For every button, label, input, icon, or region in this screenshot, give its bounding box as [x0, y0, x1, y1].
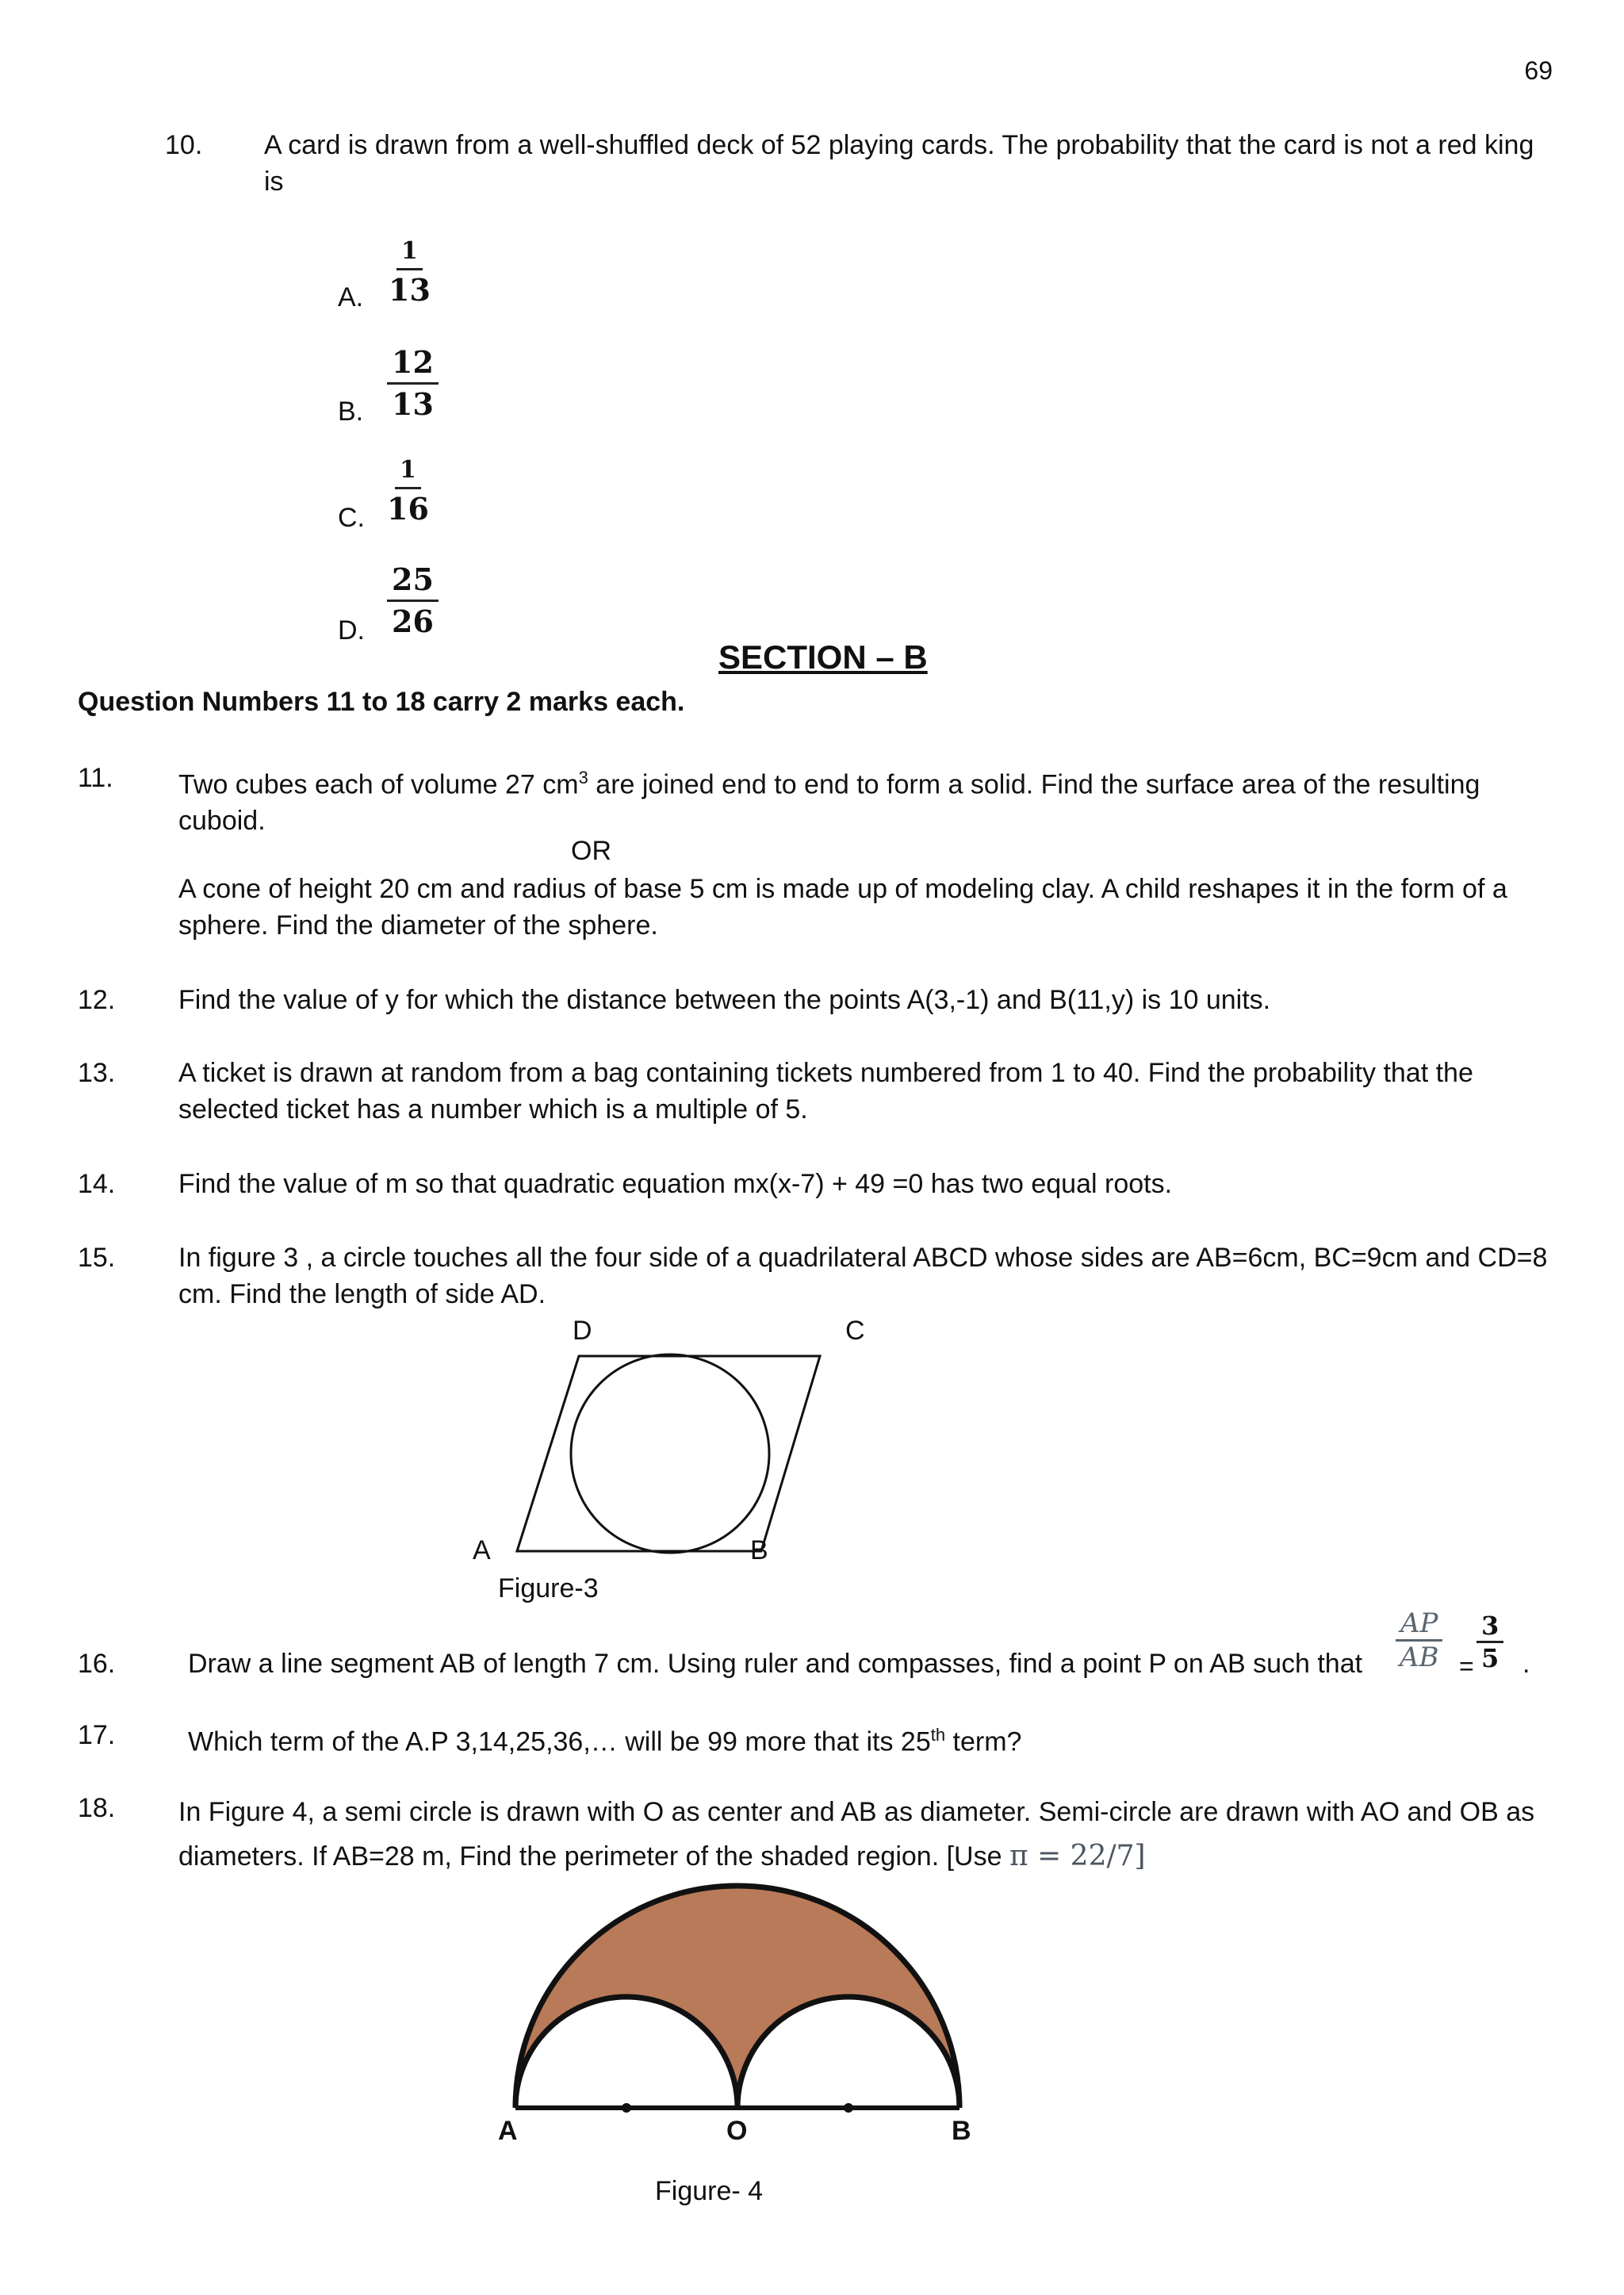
question-10-number: 10. — [165, 130, 203, 160]
question-17-superscript: th — [930, 1725, 946, 1745]
question-16-equals: = — [1459, 1652, 1474, 1680]
section-b-title: SECTION – B — [718, 638, 928, 676]
section-b-instruction: Question Numbers 11 to 18 carry 2 marks each. — [78, 687, 685, 717]
question-17-number: 17. — [78, 1720, 116, 1750]
option-c-denominator: 16 — [387, 491, 429, 527]
question-12-text: Find the value of y for which the distance between the points A(3,-1) and B(11,y) is 10 units. — [178, 985, 1271, 1015]
figure-3-label-b: B — [750, 1535, 768, 1565]
question-11-alternative: A cone of height 20 cm and radius of base 5 cm is made up of modeling clay. A child reshapes it in the form of a sphere. Find the diameter of the sphere. — [178, 874, 1507, 941]
question-13-number: 13. — [78, 1058, 116, 1088]
question-16-ratio-lhs-numerator: AP — [1396, 1610, 1442, 1642]
question-18-pi: π = 22/7] — [1009, 1840, 1146, 1872]
question-11-superscript: 3 — [578, 768, 588, 787]
option-d-fraction — [387, 561, 439, 639]
option-b-numerator: 12 — [387, 347, 439, 385]
question-16-text: Draw a line segment AB of length 7 cm. Using ruler and compasses, find a point P on AB such that — [188, 1649, 1363, 1679]
quadrilateral-abcd — [517, 1356, 820, 1551]
option-a-letter: A. — [338, 282, 364, 312]
question-16-ratio-rhs — [1477, 1613, 1503, 1671]
midpoint-ob — [844, 2103, 853, 2113]
option-a-numerator: 1 — [396, 239, 423, 270]
question-17-text-a: Which term of the A.P 3,14,25,36,… will be 99 more that its 25 — [188, 1726, 931, 1757]
option-c-letter: C. — [338, 503, 365, 533]
question-11-or: OR — [571, 836, 611, 866]
option-b-letter: B. — [338, 397, 364, 427]
question-16-ratio-lhs — [1396, 1607, 1442, 1673]
question-14-text: Find the value of m so that quadratic equation mx(x-7) + 49 =0 has two equal roots. — [178, 1169, 1173, 1199]
option-b-fraction — [387, 344, 439, 422]
figure-4-caption: Figure- 4 — [655, 2176, 764, 2206]
question-11-text — [178, 760, 1558, 839]
option-c-fraction — [387, 456, 429, 527]
question-15-text: In figure 3 , a circle touches all the four side of a quadrilateral ABCD whose sides are AB=6cm, BC=9cm and CD=8 cm. Find the length of side AD. — [178, 1243, 1548, 1309]
option-b-denominator: 13 — [392, 386, 434, 422]
question-17-text — [188, 1717, 1552, 1760]
figure-4-label-a: A — [498, 2116, 518, 2146]
figure-3-label-a: A — [473, 1535, 491, 1565]
question-11-text-b: are joined end to end to form a solid. Find the surface area of the resulting cuboid. — [178, 769, 1480, 837]
figure-3-label-d: D — [573, 1316, 592, 1346]
shaded-region — [515, 1886, 959, 2108]
question-18-text — [178, 1790, 1566, 1879]
figure-4-label-o: O — [726, 2116, 748, 2146]
question-11-text-a: Two cubes each of volume 27 cm — [178, 769, 579, 800]
page-number: 69 — [1524, 56, 1553, 85]
option-c-numerator: 1 — [395, 458, 421, 489]
figure-4-label-b: B — [952, 2116, 971, 2146]
option-d-numerator: 25 — [387, 565, 439, 602]
option-a-fraction — [389, 237, 431, 308]
option-a-denominator: 13 — [389, 272, 431, 308]
question-13-text: A ticket is drawn at random from a bag containing tickets numbered from 1 to 40. Find the probability that the selected ticket has a number which is a multiple of 5. — [178, 1058, 1473, 1125]
figure-3-caption: Figure-3 — [498, 1573, 599, 1603]
question-10-text: A card is drawn from a well-shuffled deck of 52 playing cards. The probability that the card is not a red king is — [264, 130, 1534, 197]
question-16-end: . — [1522, 1649, 1530, 1679]
figure-4-diagram — [492, 1879, 983, 2133]
question-12-number: 12. — [78, 985, 116, 1015]
question-16-ratio-rhs-numerator: 3 — [1477, 1613, 1503, 1643]
question-16-number: 16. — [78, 1649, 116, 1679]
question-11-number: 11. — [78, 763, 113, 793]
option-d-denominator: 26 — [392, 603, 434, 639]
question-14-number: 14. — [78, 1169, 116, 1199]
question-15-number: 15. — [78, 1243, 116, 1273]
inscribed-circle — [571, 1354, 769, 1553]
question-16-ratio-lhs-denominator: AB — [1399, 1642, 1439, 1673]
question-17-text-b: term? — [945, 1726, 1022, 1757]
question-18-number: 18. — [78, 1793, 116, 1823]
figure-3-diagram — [508, 1348, 841, 1562]
midpoint-ao — [622, 2103, 631, 2113]
option-d-letter: D. — [338, 615, 365, 646]
question-18-text-a: In Figure 4, a semi circle is drawn with O as center and AB as diameter. Semi-circle are drawn with AO and OB as diameters. If AB=28 m, Find the perimeter of the shaded region. [Use — [178, 1797, 1535, 1872]
question-16-ratio-rhs-denominator: 5 — [1481, 1643, 1500, 1673]
figure-3-label-c: C — [845, 1316, 865, 1346]
